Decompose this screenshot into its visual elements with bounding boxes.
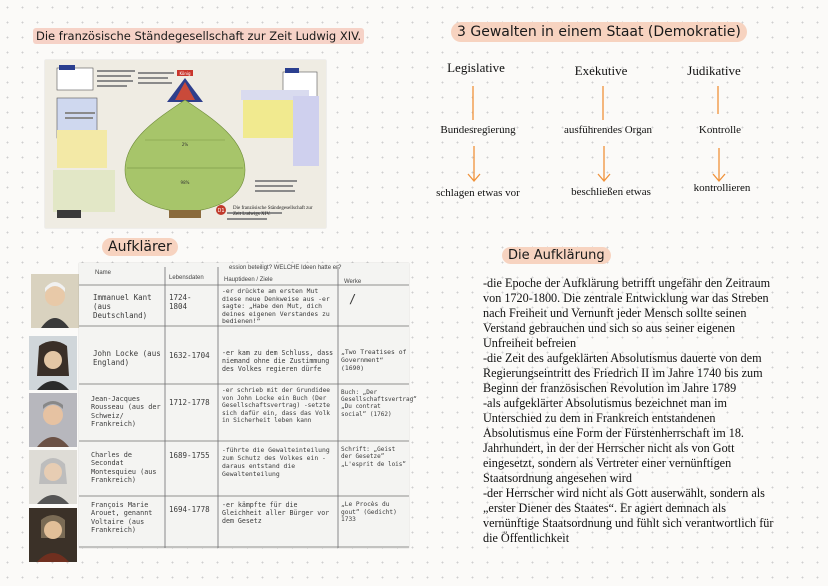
table-row-works: „Le Procès du gout“ (Gedicht) 1733: [341, 501, 397, 524]
gewalt-title-legislative: Legislative: [447, 60, 505, 75]
aufklaerung-heading: Die Aufklärung: [502, 247, 611, 264]
arrow-judikative-2: [711, 148, 727, 184]
table-row-works: Buch: „Der Gesellschaftsvertrag“ „Du contrat social“ (1762): [341, 389, 417, 418]
table-row-dates: 1689-1755: [169, 451, 210, 460]
aufklaerung-text: [483, 276, 783, 546]
staendegesellschaft-heading: Die französische Ständegesellschaft zur Zeit Ludwig XIV.: [33, 28, 364, 44]
aufklaerer-table: [79, 263, 417, 548]
arrow-judikative-1: [712, 86, 724, 116]
table-row-works: Schrift: „Geist der Gesetze“ „L'esprit de lois“: [341, 446, 407, 468]
table-row-dates: 1632-1704: [169, 351, 210, 360]
aufklaerer-heading: Aufklärer: [102, 238, 178, 256]
portrait-rousseau: [29, 393, 77, 447]
gewalt-bottom-legislative: schlagen etwas vor: [436, 187, 520, 199]
table-header-lebensdaten: Lebensdaten: [169, 275, 204, 281]
table-row-name: François Marie Arouet, genannt Voltaire (aus Frankreich): [91, 501, 153, 535]
pct-label-2: 98%: [180, 180, 190, 185]
pct-label-1: 2%: [181, 142, 189, 147]
aufklaerung-paragraph: -als aufgeklärter Absolutismus bezeichnet man im Unterschied zu dem in Frankreich entstandenen Absolutismus eine Form der Fürstenherrschaft im 18. Jahrhundert, in der der Herrscher nicht als von Gott eingesetzt, sondern als Vertreter einer vernünftigen Staatsordnung angesehen wird: [483, 396, 744, 485]
gewalt-bottom-exekutive: beschließen etwas: [571, 186, 651, 198]
table-top-note: ession beteiligt? WELCHE Ideen hatte er?: [229, 265, 342, 271]
gewalt-middle-exekutive: ausführendes Organ: [563, 124, 653, 136]
table-row-name: Jean-Jacques Rousseau (aus der Schweiz/ Frankreich): [91, 395, 161, 429]
d1-badge: D1: [217, 208, 225, 214]
staendegesellschaft-diagram: [45, 60, 326, 228]
arrow-legislative-1: [467, 86, 479, 122]
table-row-dates: 1724-1804: [169, 293, 192, 311]
arrow-legislative-2: [466, 146, 482, 184]
table-header-werke: Werke: [344, 279, 362, 285]
table-header-hauptideen: Hauptideen / Ziele: [224, 277, 273, 283]
gewalt-title-exekutive: Exekutive: [574, 63, 628, 78]
table-row-name: John Locke (aus England): [93, 349, 161, 367]
portrait-montesquieu: [29, 450, 77, 504]
table-row-ideas: -er schrieb mit der Grundidee von John Locke ein Buch (Der Gesellschaftsvertrag) -setzte sich dafür ein, dass das Volk in Sicherheit leben kann: [222, 387, 331, 425]
arrow-exekutive-1: [597, 86, 609, 122]
portrait-kant: [31, 274, 79, 328]
table-row-name: Charles de Secondat Montesquieu (aus Frankreich): [91, 451, 157, 485]
table-row-works: /: [349, 292, 357, 306]
portrait-voltaire: [29, 508, 77, 562]
table-row-dates: 1694-1778: [169, 505, 210, 514]
table-row-ideas: -er drückte am ersten Mut diese neue Denkweise aus -er sagte: „Habe den Mut, dich deines eigenen Verstandes zu bedienen!“: [222, 287, 330, 325]
gewalt-bottom-judikative: kontrollieren: [693, 182, 751, 194]
table-row-ideas: -er kämpfte für die Gleichheit aller Bürger vor dem Gesetz: [222, 501, 330, 525]
arrow-exekutive-2: [596, 146, 612, 184]
king-label: König: [179, 71, 191, 76]
staende-caption: Die französische Ständegesellschaft zur Zeit Ludwigs XIV.: [233, 206, 313, 217]
gewalt-middle-legislative: Bundesregierung: [440, 124, 516, 136]
table-header-name: Name: [95, 270, 112, 276]
aufklaerung-paragraph: -die Epoche der Aufklärung betrifft ungefähr den Zeitraum von 1720-1800. Die zentrale Entwicklung war das Streben nach Freiheit und Vernunft jeder Mensch sollte seinen Verstand gebrauchen und sich so aus seiner eigenen Unfreiheit befreien: [483, 276, 771, 350]
gewalt-title-judikative: Judikative: [687, 63, 741, 78]
table-row-ideas: -führte die Gewalteinteilung zum Schutz des Volkes ein -daraus entstand die Gewaltenteilung: [222, 446, 330, 478]
aufklaerung-paragraph: -die Zeit des aufgeklärten Absolutismus dauerte von dem Regierungseintritt des Friedrich II im Jahre 1740 bis zum Beginn der französischen Revolution im Jahre 1789: [483, 351, 763, 395]
gewalt-middle-judikative: Kontrolle: [698, 124, 742, 136]
table-row-dates: 1712-1778: [169, 398, 210, 407]
table-row-works: „Two Treatises of Government“ (1690): [341, 348, 407, 372]
aufklaerung-paragraph: -der Herrscher wird nicht als Gott auserwählt, sondern als „erster Diener des Staates“. Er agiert demnach als vernünftige Staatsordnung und fühlt sich verantwortlich für die Öffentlichkeit: [483, 486, 774, 545]
table-row-name: Immanuel Kant (aus Deutschland): [93, 293, 152, 320]
gewalten-heading: 3 Gewalten in einem Staat (Demokratie): [451, 22, 747, 42]
table-row-ideas: -er kam zu dem Schluss, dass niemand ohne die Zustimmung des Volkes regieren dürfe: [222, 349, 334, 373]
portrait-locke: [29, 336, 77, 390]
